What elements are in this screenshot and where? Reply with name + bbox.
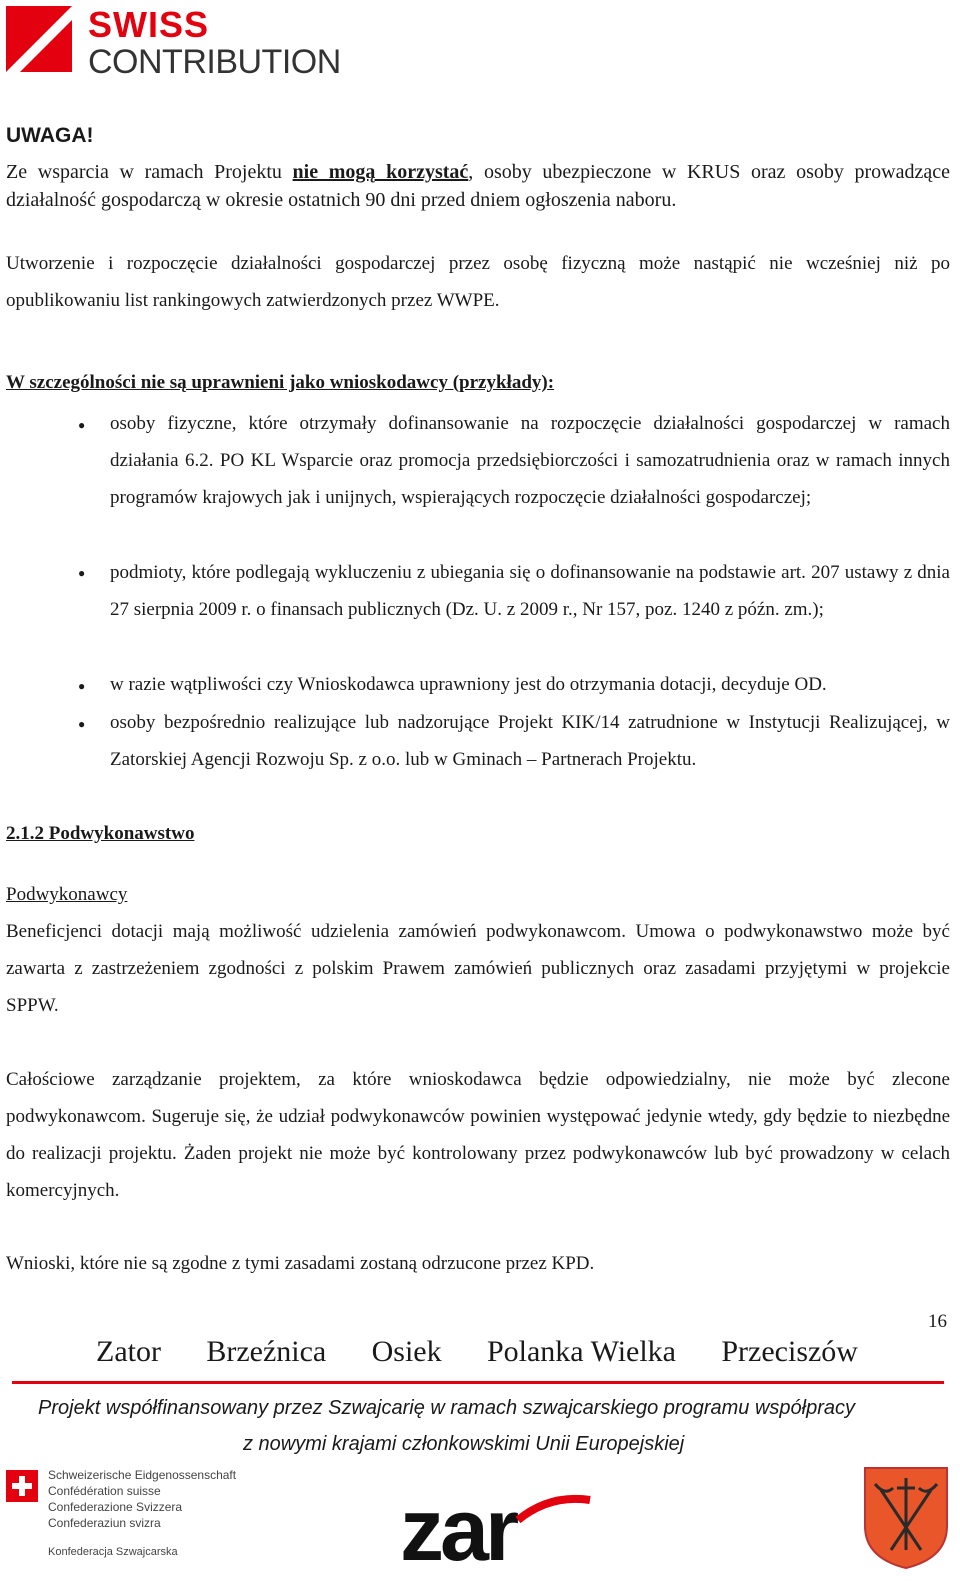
footer-cofinance-line-1: Projekt współfinansowany przez Szwajcarię w ramach szwajcarskiego programu współpracy bbox=[38, 1397, 855, 1419]
bullet-icon: ● bbox=[78, 717, 86, 731]
zar-logo-text: zar bbox=[400, 1488, 516, 1568]
swiss-confederation-logo bbox=[4, 1468, 254, 1578]
footer-divider bbox=[12, 1381, 944, 1384]
swiss-cross-icon bbox=[6, 1470, 38, 1502]
confederation-name-pl: Konfederacja Szwajcarska bbox=[48, 1546, 178, 1558]
coat-of-arms-icon bbox=[863, 1466, 949, 1570]
warning-p1-emphasis: nie mogą korzystać bbox=[292, 161, 469, 183]
confederation-name-fr: Confédération suisse bbox=[48, 1484, 161, 1498]
exclusion-item-1: osoby fizyczne, które otrzymały dofinansowanie na rozpoczęcie działalności gospodarczej w ramach działania 6.2. PO KL Wsparcie oraz promocja przedsiębiorczości i samozatrudnienia oraz w ramach innych programów krajowych jak i unijnych, wspierających rozpoczęcie działalności gospodarczej; bbox=[110, 413, 950, 508]
logo-text-swiss: SWISS bbox=[88, 4, 210, 45]
town-name: Polanka Wielka bbox=[486, 1335, 676, 1368]
town-name: Brzeźnica bbox=[206, 1335, 327, 1368]
section-paragraph-3: Wnioski, które nie są zgodne z tymi zasadami zostaną odrzucone przez KPD. bbox=[6, 1253, 595, 1274]
confederation-name-de: Schweizerische Eidgenossenschaft bbox=[48, 1468, 237, 1482]
confederation-name-rm: Confederaziun svizra bbox=[48, 1516, 161, 1530]
warning-p1-start: Ze wsparcia w ramach Projektu bbox=[6, 161, 293, 183]
zar-logo-icon bbox=[400, 1488, 600, 1568]
bullet-icon: ● bbox=[78, 679, 86, 693]
footer-towns bbox=[96, 1335, 858, 1369]
exclusion-item-4: osoby bezpośrednio realizujące lub nadzorujące Projekt KIK/14 zatrudnione w Instytucji Realizującej, w Zatorskiej Agencji Rozwoju Sp. z o.o. lub w Gminach – Partnerach Projektu. bbox=[110, 712, 950, 770]
logo-text-contribution: CONTRIBUTION bbox=[88, 43, 341, 81]
swiss-logo-mark-icon bbox=[6, 6, 72, 72]
confederation-name-it: Confederazione Svizzera bbox=[48, 1500, 183, 1514]
town-name: Osiek bbox=[371, 1335, 442, 1368]
swiss-logo-red-square bbox=[6, 6, 72, 72]
warning-paragraph-1 bbox=[6, 158, 950, 214]
section-heading: 2.1.2 Podwykonawstwo bbox=[6, 823, 195, 844]
town-name: Zator bbox=[96, 1335, 161, 1368]
warning-paragraph-2: Utworzenie i rozpoczęcie działalności gospodarczej przez osobę fizyczną może nastąpić nie wcześniej niż po opublikowaniu list rankingowych zatwierdzonych przez WWPE. bbox=[6, 253, 950, 311]
section-paragraph-1: Beneficjenci dotacji mają możliwość udzielenia zamówień podwykonawcom. Umowa o podwykonawstwo może być zawarta z zastrzeżeniem zgodności z polskim Prawem zamówień publicznych oraz zasadami przyjętymi w projekcie SPPW. bbox=[6, 921, 950, 1016]
warning-title: UWAGA! bbox=[6, 124, 94, 147]
section-subheading: Podwykonawcy bbox=[6, 884, 128, 905]
exclusions-heading: W szczególności nie są uprawnieni jako wnioskodawcy (przykłady): bbox=[6, 372, 555, 393]
warning-p1-end: , osoby ubezpieczone w KRUS oraz osoby prowadzące działalność gospodarczą w okresie ostatnich 90 dni przed dniem ogłoszenia naboru. bbox=[6, 161, 951, 211]
bullet-icon: ● bbox=[78, 418, 86, 432]
exclusion-item-3: w razie wątpliwości czy Wnioskodawca uprawniony jest do otrzymania dotacji, decyduje OD. bbox=[110, 674, 827, 695]
town-name: Przeciszów bbox=[721, 1335, 858, 1368]
section-paragraph-2: Całościowe zarządzanie projektem, za które wnioskodawca będzie odpowiedzialny, nie może być zlecone podwykonawcom. Sugeruje się, że udział podwykonawców powinien występować jedynie wtedy, gdy będzie to niezbędne do realizacji projektu. Żaden projekt nie może być kontrolowany przez podwykonawców lub być prowadzony w celach komercyjnych. bbox=[6, 1069, 950, 1201]
footer-cofinance-line-2: z nowymi krajami członkowskimi Unii Europejskiej bbox=[243, 1433, 685, 1455]
bullet-icon: ● bbox=[78, 566, 86, 580]
zator-agency-logo bbox=[400, 1488, 600, 1568]
page-number: 16 bbox=[928, 1311, 947, 1332]
exclusion-item-2: podmioty, które podlegają wykluczeniu z ubiegania się o dofinansowanie na podstawie art. 207 ustawy z dnia 27 sierpnia 2009 r. o finansach publicznych (Dz. U. z 2009 r., Nr 157, poz. 1240 z późn. zm.); bbox=[110, 562, 950, 620]
